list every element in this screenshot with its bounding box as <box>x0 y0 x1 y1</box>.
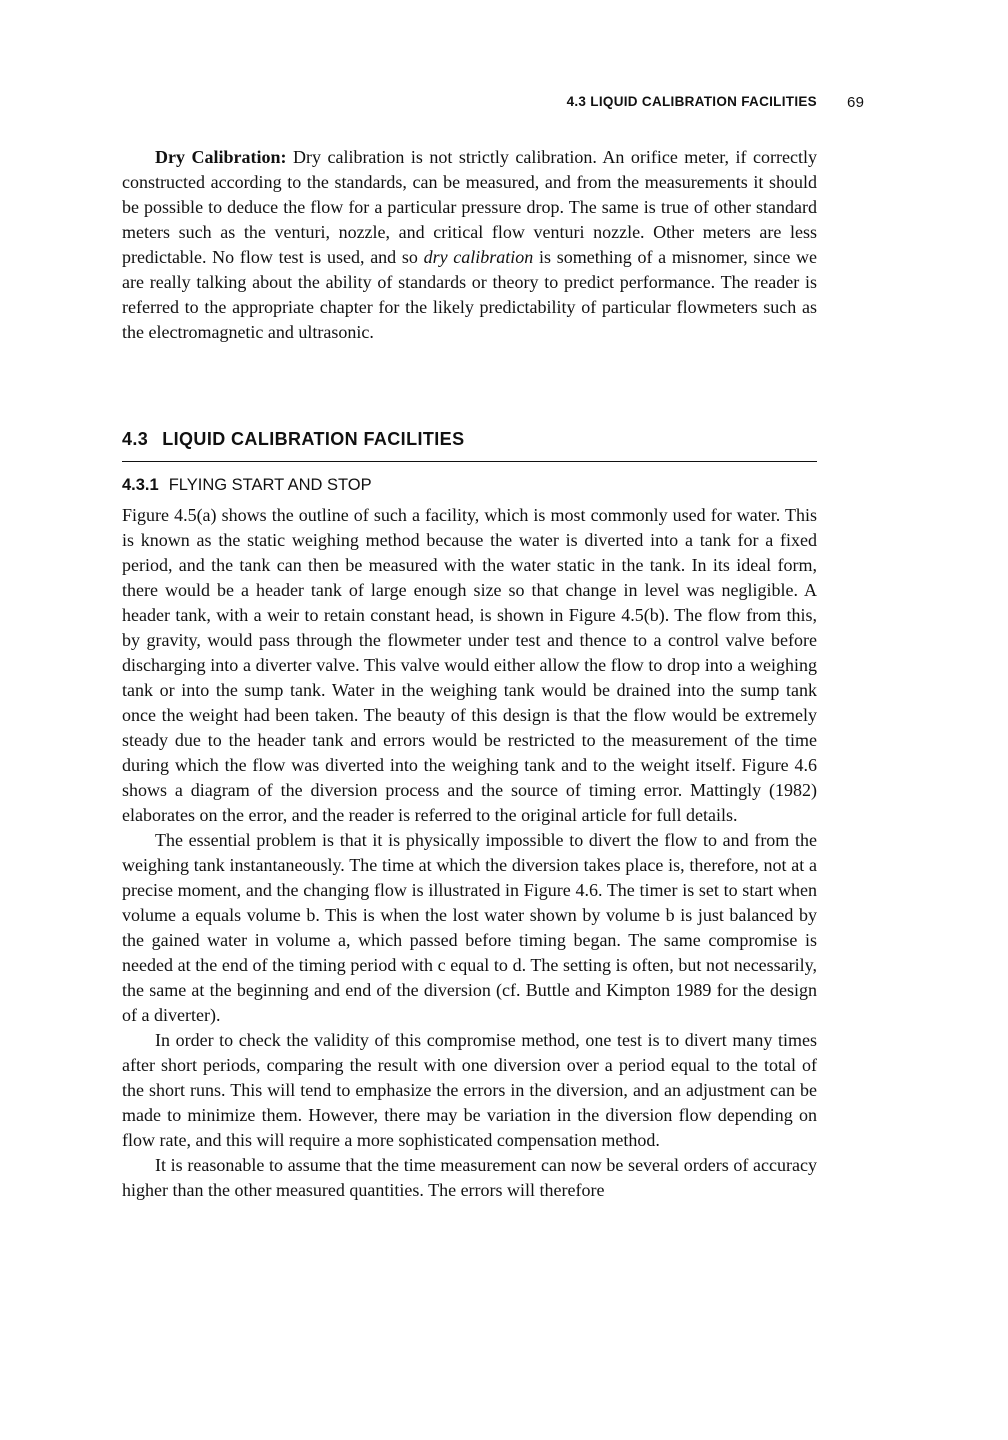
dry-calibration-text-2: is something of a misnomer, since we are really talking about the ability of standards or theory to predict performance. The reader is referred to the appropriate chapter for the likely predictability of particular flowmeters such as the electromagnetic and ultrasonic. <box>122 247 817 342</box>
book-page <box>122 0 865 1440</box>
subsection-title: FLYING START AND STOP <box>168 476 372 494</box>
subsection-number: 4.3.1 <box>122 476 159 494</box>
dry-calibration-italic: dry calibration <box>423 247 534 267</box>
subsection-heading <box>122 476 817 495</box>
section-number: 4.3 <box>122 429 149 449</box>
dry-calibration-text-1: Dry calibration is not strictly calibration. An orifice meter, if correctly constructed according to the standards, can be measured, and from the measurements it should be possible to deduce the flow for a particular pressure drop. The same is true of other standard meters such as the venturi, nozzle, and critical flow venturi nozzle. Other meters are less predictable. No flow test is used, and so <box>122 147 817 267</box>
dry-calibration-paragraph <box>122 145 817 345</box>
dry-calibration-lead: Dry Calibration: <box>155 147 287 167</box>
body-paragraph-3: In order to check the validity of this compromise method, one test is to divert many times after short periods, comparing the result with one diversion over a period equal to the total of the short runs. This will tend to emphasize the errors in the diversion, and an adjustment can be made to minimize them. However, there may be variation in the diversion flow depending on flow rate, and this will require a more sophisticated compensation method. <box>122 1030 817 1150</box>
body-text <box>122 503 817 1203</box>
body-paragraph-4: It is reasonable to assume that the time measurement can now be several orders of accuracy higher than the other measured quantities. The errors will therefore <box>122 1155 817 1200</box>
running-head <box>122 94 865 114</box>
running-head-title: 4.3 LIQUID CALIBRATION FACILITIES <box>566 94 817 109</box>
section-title: LIQUID CALIBRATION FACILITIES <box>162 429 465 449</box>
section-heading <box>122 429 817 462</box>
body-paragraph-2: The essential problem is that it is physically impossible to divert the flow to and from the weighing tank instantaneously. The time at which the diversion takes place is, therefore, not at a precise moment, and the changing flow is illustrated in Figure 4.6. The timer is set to start when volume a equals volume b. This is when the lost water shown by volume b is just balanced by the gained water in volume a, which passed before timing began. The same compromise is needed at the end of the timing period with c equal to d. The setting is often, but not necessarily, the same at the beginning and end of the diversion (cf. Buttle and Kimpton 1989 for the design of a diverter). <box>122 830 817 1025</box>
page-number: 69 <box>847 94 865 111</box>
body-paragraph-1: Figure 4.5(a) shows the outline of such a facility, which is most commonly used for water. This is known as the static weighing method because the water is diverted into a tank for a fixed period, and the tank can then be measured with the water static in the tank. In its ideal form, there would be a header tank of large enough size so that change in level was negligible. A header tank, with a weir to retain constant head, is shown in Figure 4.5(b). The flow from this, by gravity, would pass through the flowmeter under test and thence to a control valve before discharging into a diverter valve. This valve would either allow the flow to drop into a weighing tank or into the sump tank. Water in the weighing tank would be drained into the sump tank once the weight had been taken. The beauty of this design is that the flow would be extremely steady due to the header tank and errors would be restricted to the measurement of the time during which the flow was diverted into the weighing tank and to the weight itself. Figure 4.6 shows a diagram of the diversion process and the source of timing error. Mattingly (1982) elaborates on the error, and the reader is referred to the original article for full details. <box>122 505 817 825</box>
